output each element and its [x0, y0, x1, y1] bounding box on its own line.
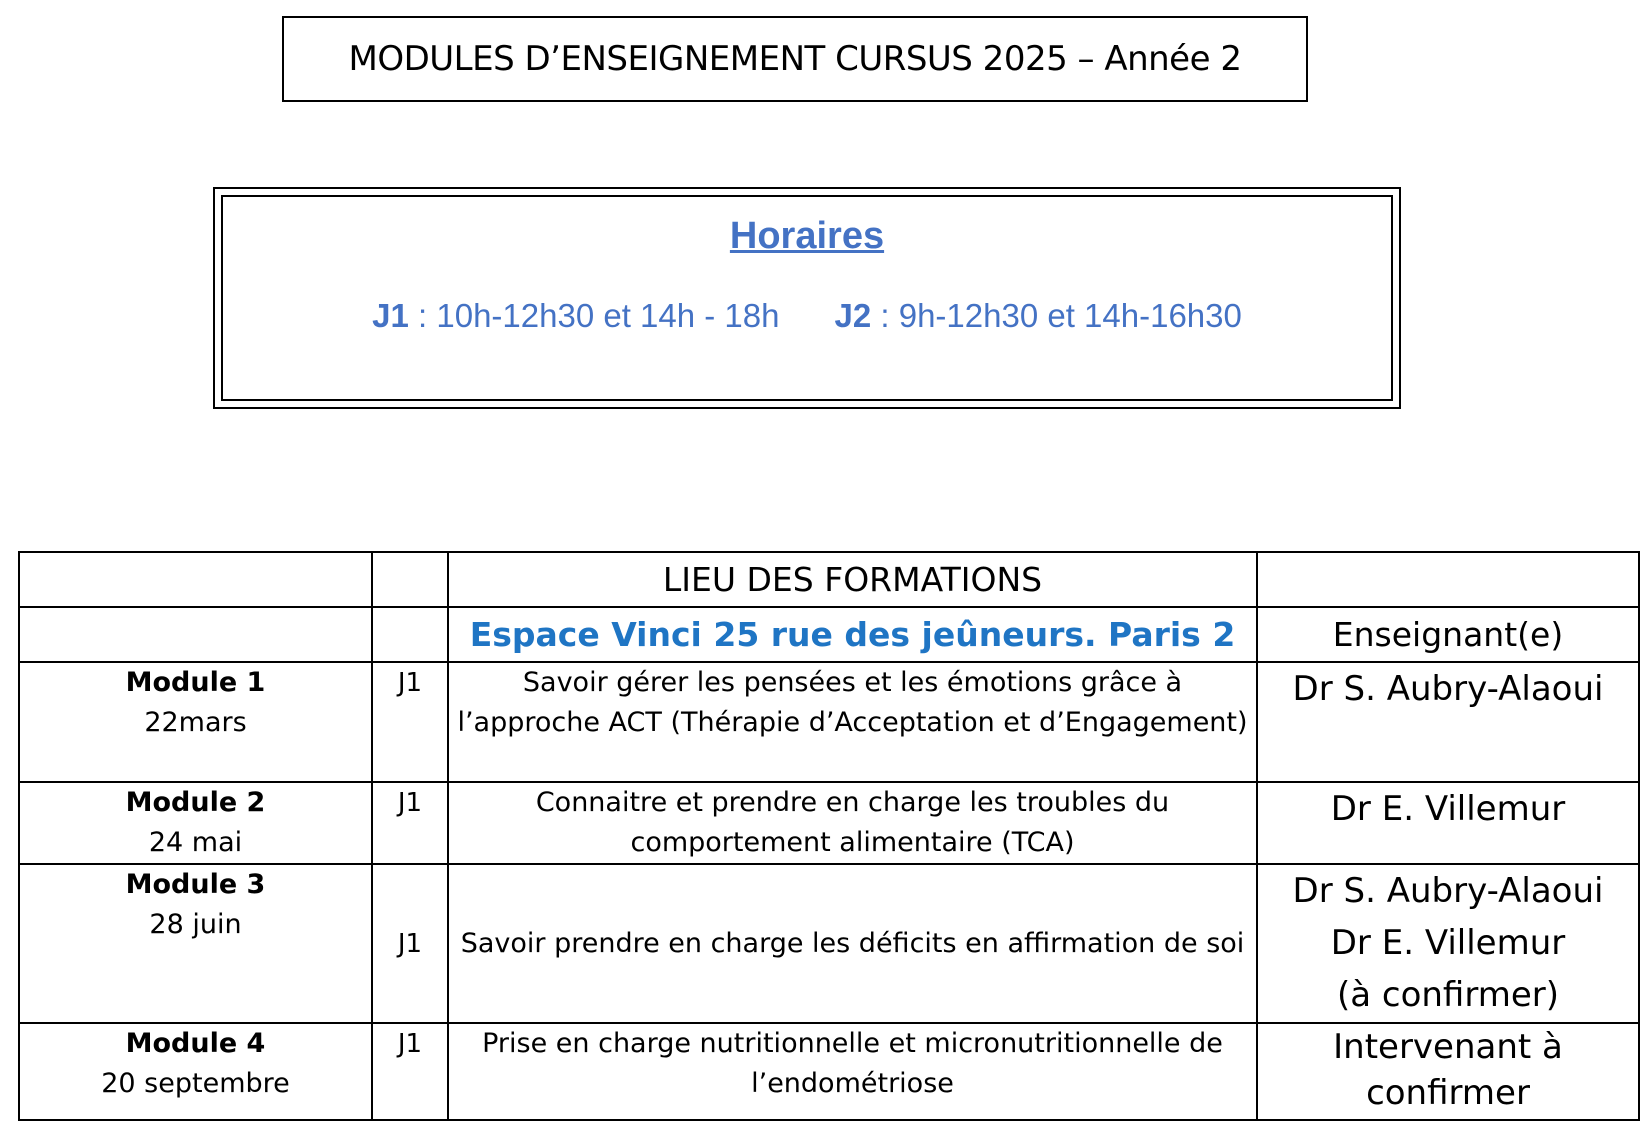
module-cell [19, 782, 372, 864]
teacher-cell [1257, 1023, 1639, 1120]
module-date: 22mars [144, 707, 247, 738]
horaires-schedule [223, 297, 1391, 335]
header-empty-cell [1257, 552, 1639, 607]
day-cell: J1 [372, 1023, 448, 1120]
horaires-heading: Horaires [729, 215, 885, 257]
module-name: Module 2 [125, 787, 266, 818]
header-empty-cell [372, 607, 448, 662]
header-empty-cell [19, 607, 372, 662]
teacher-cell [1257, 662, 1639, 782]
day-cell: J1 [372, 662, 448, 782]
header-empty-cell [19, 552, 372, 607]
teacher-line: Dr E. Villemur [1330, 923, 1566, 963]
modules-table [18, 551, 1640, 1121]
j1-hours: : 10h-12h30 et 14h - 18h [408, 297, 780, 334]
day-cell: J1 [372, 864, 448, 1023]
teacher-line: Dr S. Aubry-Alaoui [1292, 871, 1604, 911]
horaires-inner-frame [221, 195, 1393, 401]
module-name: Module 3 [125, 869, 266, 900]
module-name: Module 1 [125, 667, 266, 698]
teacher-line: Dr E. Villemur [1330, 789, 1566, 829]
table-row [19, 662, 1639, 782]
j2-label: J2 [834, 297, 872, 334]
teacher-line: Dr S. Aubry-Alaoui [1292, 669, 1604, 709]
table-header-row-1 [19, 552, 1639, 607]
module-cell [19, 662, 372, 782]
header-address: Espace Vinci 25 rue des jeûneurs. Paris 2 [448, 607, 1257, 662]
topic-cell: Prise en charge nutritionnelle et micronutritionnelle de l’endométriose [448, 1023, 1257, 1120]
topic-cell: Savoir prendre en charge les déficits en affirmation de soi [448, 864, 1257, 1023]
document-title [282, 16, 1308, 102]
header-lieu: LIEU DES FORMATIONS [448, 552, 1257, 607]
j1-label: J1 [372, 297, 409, 334]
topic-cell: Connaitre et prendre en charge les troubles du comportement alimentaire (TCA) [448, 782, 1257, 864]
horaires-box [213, 187, 1401, 409]
teacher-line: Intervenant à [1333, 1027, 1563, 1067]
header-teacher: Enseignant(e) [1257, 607, 1639, 662]
j2-hours: : 9h-12h30 et 14h-16h30 [871, 297, 1242, 334]
table-header-row-2 [19, 607, 1639, 662]
teacher-line: (à confirmer) [1336, 975, 1560, 1015]
topic-cell: Savoir gérer les pensées et les émotions grâce à l’approche ACT (Thérapie d’Acceptation et d’Engagement) [448, 662, 1257, 782]
header-empty-cell [372, 552, 448, 607]
teacher-cell [1257, 864, 1639, 1023]
table-row [19, 782, 1639, 864]
module-cell [19, 1023, 372, 1120]
module-cell [19, 864, 372, 1023]
module-date: 24 mai [148, 827, 243, 858]
teacher-line: confirmer [1366, 1073, 1530, 1113]
module-date: 20 septembre [101, 1068, 290, 1099]
day-cell: J1 [372, 782, 448, 864]
module-date: 28 juin [149, 909, 242, 940]
table-row [19, 864, 1639, 1023]
teacher-cell [1257, 782, 1639, 864]
module-name: Module 4 [125, 1028, 266, 1059]
document-title-text: MODULES D’ENSEIGNEMENT CURSUS 2025 – Année 2 [348, 39, 1242, 79]
table-row [19, 1023, 1639, 1120]
